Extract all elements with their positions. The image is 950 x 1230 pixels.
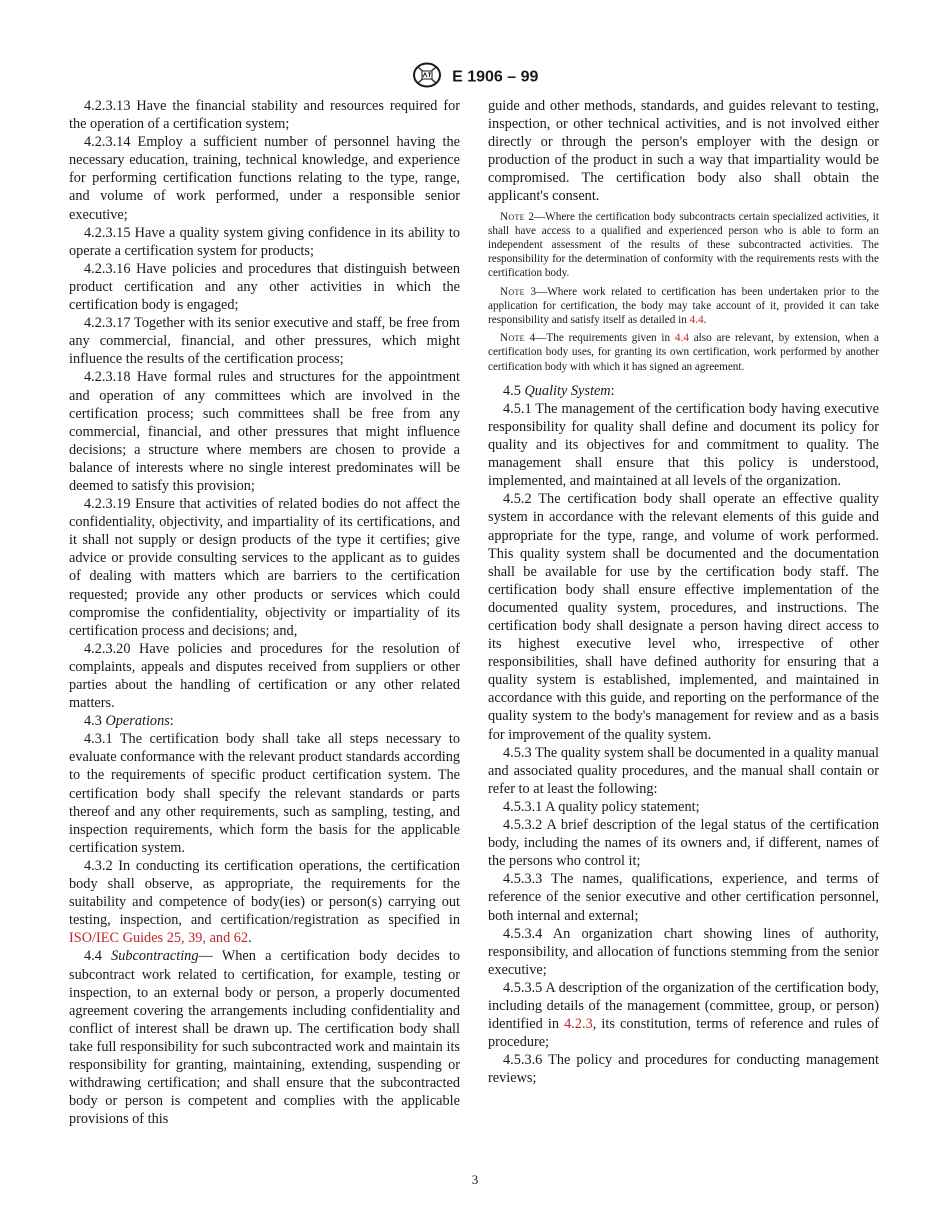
paragraph-4-5-3-1: 4.5.3.1 A quality policy statement; <box>503 798 700 815</box>
paragraph-4-5-3-5 <box>488 979 879 1051</box>
paragraph-4-2-3-18: 4.2.3.18 Have formal rules and structures for the appointment and operation of any committees which are involved in the certification process; such committees shall be free from any commercial, financial, and other pressures that might influence decisions; a structure where members are chosen to provide a balance of interests where no single interest predominates will be deemed to satisfy this provision; <box>69 369 460 494</box>
note-label: Note <box>500 285 525 298</box>
paragraph-4-5-3-2: 4.5.3.2 A brief description of the legal status of the certification body, including the names of its owners and, if different, names of the persons who control it; <box>488 817 879 870</box>
note-text: 2—Where the certification body subcontracts certain specialized activities, it shall have access to a qualified and experienced person who is able to form an independent assessment of the results of these subcontracted activities. The responsibility for the determination of conformity with the requirements rests with the certification body. <box>488 210 879 280</box>
iso-guides-link[interactable]: ISO/IEC Guides 25, 39, and 62 <box>69 930 249 947</box>
section-number: 4.3 <box>84 713 106 730</box>
section-4-2-3-link[interactable]: 4.2.3 <box>564 1016 593 1033</box>
paragraph-text: 4.3.2 In conducting its certification operations, the certification body shall observe, as appropriate, the requirements for the suitability and competence of body(ies) or person(s) carrying out testing, inspection, and certification/registration as specified in <box>69 857 460 929</box>
paragraph-4-2-3-19: 4.2.3.19 Ensure that activities of related bodies do not affect the confidentiality, objectivity, and impartiality of its certifications, and it shall not supply or design products of the type it certifies; give advice or provide consulting services to the applicant as to guides of dealing with matters which are barriers to the certification requested; provide any other products or services which could compromise the confidentiality, objectivity or impartiality of its certification process and decisions; and, <box>69 496 460 639</box>
paragraph-text: 4.5.3.5 A description of the organization of the certification body, including details of the management (committee, group, or person) identified in <box>488 979 879 1033</box>
left-column <box>69 97 460 1128</box>
paragraph-4-5-3-6: 4.5.3.6 The policy and procedures for conducting management reviews; <box>488 1052 879 1087</box>
section-number: 4.5 <box>503 382 525 399</box>
note-label: Note <box>500 210 525 223</box>
paragraph-4-2-3-15: 4.2.3.15 Have a quality system giving confidence in its ability to operate a certification system for products; <box>69 224 460 259</box>
paragraph-4-5-1: 4.5.1 The management of the certification body having executive responsibility for quality shall define and document its policy for quality and its objectives for and commitment to quality. The management shall ensure that this policy is understood, implemented, and maintained at all levels of the organization. <box>488 400 879 490</box>
note-text: also are relevant, by extension, when a certification body uses, for granting its own certification, work performed by another certification body with which it has signed an agreement. <box>488 332 879 373</box>
paragraph-4-2-3-14: 4.2.3.14 Employ a sufficient number of personnel having the necessary education, training, technical knowledge, and experience for performing certification functions relating to the type, range, and volume of work performed, under a responsible senior executive; <box>69 134 460 223</box>
paragraph-4-2-3-20: 4.2.3.20 Have policies and procedures for the resolution of complaints, appeals and disputes received from suppliers or other parties about the handling of certification or any other related matters. <box>69 640 460 712</box>
section-4-4-link[interactable]: 4.4 <box>689 313 704 326</box>
section-number: 4.4 <box>84 948 112 965</box>
note-text: . <box>703 313 707 326</box>
page-number: 3 <box>471 1172 479 1187</box>
section-heading-4-3 <box>69 712 460 730</box>
astm-logo-icon <box>412 62 442 93</box>
note-text: 3—Where work related to certification has been undertaken prior to the application for certification, the body may take account of it, provided it can take responsibility and satisfy itself as detailed in <box>488 285 879 326</box>
paragraph-4-3-2 <box>69 857 460 947</box>
paragraph-text: , its constitution, terms of reference and rules of procedure; <box>488 1016 879 1051</box>
section-title: Quality System <box>524 382 611 399</box>
section-heading-4-5 <box>488 382 879 400</box>
note-label: Note <box>500 332 525 345</box>
paragraph-text: . <box>248 930 252 947</box>
paragraph-4-4 <box>69 947 460 1128</box>
section-colon: : <box>169 713 174 730</box>
paragraph-4-3-1: 4.3.1 The certification body shall take all steps necessary to evaluate conformance with the relevant product standards according to the requirements of specific product certification system. The certification body shall specify the relevant standards or parts thereof and any other requirements, such as sampling, testing, and inspection requirements, which form the basis for the applicable certification system. <box>69 731 460 856</box>
paragraph-4-2-3-17: 4.2.3.17 Together with its senior executive and staff, be free from any commercial, financial, and other pressures, which might influence the results of the certification process; <box>69 315 460 368</box>
paragraph-4-4-continued: guide and other methods, standards, and guides relevant to testing, inspection, or other technical activities, and is not involved either directly or through the person's employer with the design or production of the product in such a way that impartiality would be compromised. The certification body also shall obtain the applicant's consent. <box>488 98 879 205</box>
note-3 <box>488 285 879 328</box>
document-designation: E 1906 – 99 <box>452 68 539 86</box>
section-title: Subcontracting <box>111 948 199 965</box>
section-title: Operations <box>105 713 170 730</box>
note-text: 4—The requirements given in <box>524 332 675 345</box>
paragraph-text: — When a certification body decides to subcontract work related to certification, for example, testing or inspection, to an external body or person, a properly documented agreement covering the arrangements including confidentiality and conflict of interest shall be drawn up. The certification body shall take full responsibility for such subcontracted work and maintain its responsibility for granting, maintaining, extending, suspending or withdrawing certification; and shall ensure that the subcontracted body or person is competent and complies with the applicable provisions of this <box>69 948 460 1128</box>
section-4-4-link[interactable]: 4.4 <box>674 332 689 345</box>
paragraph-4-2-3-16: 4.2.3.16 Have policies and procedures that distinguish between product certification and any other activities in which the certification body is engaged; <box>69 260 460 314</box>
page-header <box>0 62 950 93</box>
note-4 <box>488 331 879 374</box>
section-colon: : <box>610 382 615 399</box>
note-2 <box>488 210 879 281</box>
right-column <box>488 97 879 1087</box>
paragraph-4-5-3-4: 4.5.3.4 An organization chart showing lines of authority, responsibility, and allocation of functions stemming from the senior executive; <box>488 925 879 978</box>
paragraph-4-5-2: 4.5.2 The certification body shall operate an effective quality system in accordance with the relevant elements of this guide and appropriate for the type, range, and volume of work performed. This quality system shall be documented and the documentation shall be available for use by the certification body staff. The certification body shall ensure effective implementation of the documented quality system, procedures, and instructions. The certification body shall designate a person having direct access to its highest executive level who, irrespective of other responsibilities, shall have defined authority for ensuring that a quality system is established, implemented, and maintained in accordance with this guide, and reporting on the performance of the quality system to the body's management for review and as a basis for improvement of the quality system. <box>488 491 879 743</box>
paragraph-4-2-3-13: 4.2.3.13 Have the financial stability and resources required for the operation of a certification system; <box>69 98 460 133</box>
paragraph-4-5-3: 4.5.3 The quality system shall be documented in a quality manual and associated quality procedures, and the manual shall contain or refer to at least the following: <box>488 744 879 797</box>
paragraph-4-5-3-3: 4.5.3.3 The names, qualifications, experience, and terms of reference of the senior executive and other certification personnel, both internal and external; <box>488 871 879 924</box>
